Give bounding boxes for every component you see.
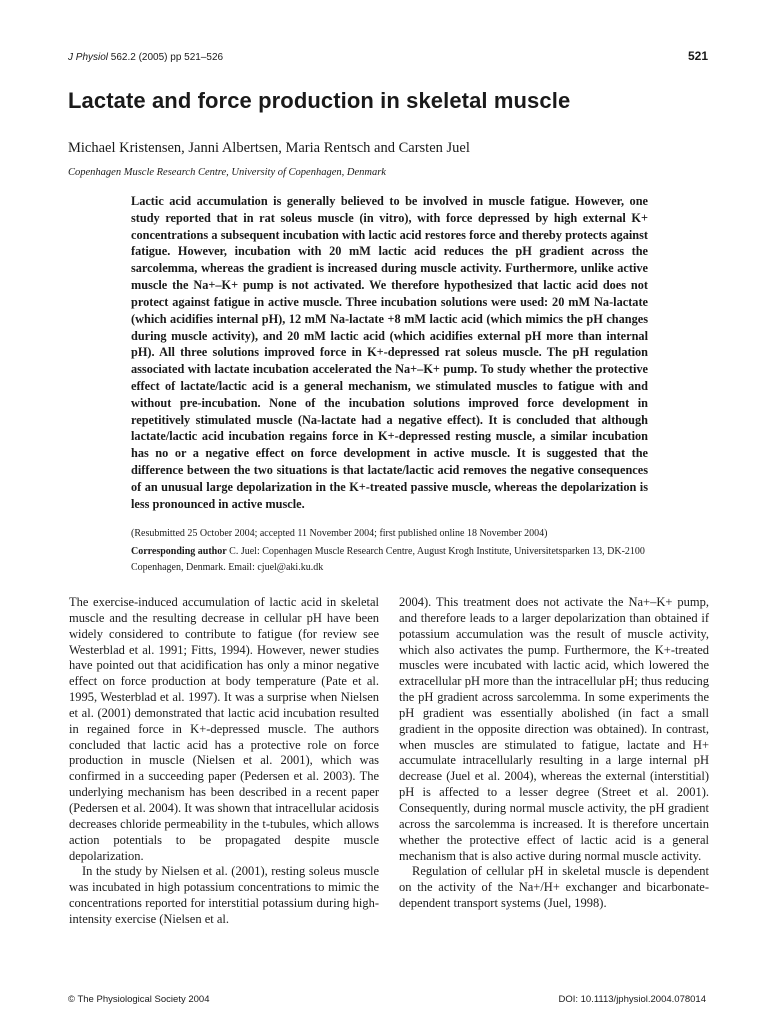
submission-history: (Resubmitted 25 October 2004; accepted 11 November 2004; first published online 18 November 2004)	[131, 528, 548, 539]
author-list: Michael Kristensen, Janni Albertsen, Maria Rentsch and Carsten Juel	[68, 140, 470, 156]
footer-copyright: © The Physiological Society 2004	[68, 994, 210, 1005]
body-paragraph: In the study by Nielsen et al. (2001), resting soleus muscle was incubated in high potassium concentrations to mimic the concentrations reported for interstitial potassium during high-intensity exercise (Nielsen et al.	[69, 864, 379, 926]
correspondence-label: Corresponding author	[131, 546, 227, 557]
footer-doi: DOI: 10.1113/jphysiol.2004.078014	[558, 994, 706, 1005]
journal-name: J Physiol	[68, 52, 109, 63]
running-head	[68, 52, 223, 63]
correspondence	[131, 544, 651, 575]
body-column-left	[69, 595, 379, 928]
affiliation: Copenhagen Muscle Research Centre, University of Copenhagen, Denmark	[68, 167, 386, 178]
body-paragraph: Regulation of cellular pH in skeletal muscle is dependent on the activity of the Na+/H+ exchanger and bicarbonate-dependent transport systems (Juel, 1998).	[399, 864, 709, 911]
page-number: 521	[687, 49, 708, 63]
abstract	[131, 193, 648, 512]
correspondence-text: C. Juel: Copenhagen Muscle Research Centre, August Krogh Institute, Universitetsparken 13, DK-2100 Copenhagen, Denmark. Email: cjuel@aki.ku.dk	[131, 546, 645, 573]
article-title: Lactate and force production in skeletal muscle	[68, 88, 571, 113]
abstract-text: Lactic acid accumulation is generally believed to be involved in muscle fatigue. However, one study reported that in rat soleus muscle (in vitro), with force depressed by high external K+ concentrations a subsequent incubation with lactic acid restores force and thereby protects against fatigue. However, incubation with 20 mM lactic acid reduces the pH gradient across the sarcolemma, whereas the gradient is increased during muscle activity. Furthermore, unlike active muscle the Na+–K+ pump is not activated. We therefore hypothesized that lactic acid does not protect against fatigue in active muscle. Three incubation solutions were used: 20 mM Na-lactate (which acidifies internal pH), 12 mM Na-lactate +8 mM lactic acid (which mimics the pH changes during muscle activity), and 20 mM lactic acid (which acidifies external pH more than internal pH). All three solutions improved force in K+-depressed rat soleus muscle. The pH regulation associated with lactate incubation accelerated the Na+–K+ pump. To study whether the protective effect of lactate/lactic acid is a general mechanism, we stimulated muscles to fatigue with and without pre-incubation. None of the incubation solutions improved force development in repetitively stimulated muscle (Na-lactate had a negative effect). It is concluded that although lactate/lactic acid incubation regains force in K+-depressed resting muscle, a similar incubation has no or a negative effect on force development in active muscle. It is suggested that the difference between the two situations is that lactate/lactic acid removes the negative consequences of an unusual large depolarization in the K+-treated passive muscle, whereas the depolarization is less pronounced in active muscle.	[131, 194, 648, 511]
body-column-right	[399, 595, 709, 912]
body-paragraph: The exercise-induced accumulation of lactic acid in skeletal muscle and the resulting decrease in cellular pH have been widely considered to contribute to fatigue (for review see Westerblad et al. 1991; Fitts, 1994). However, newer studies have pointed out that acidification has only a minor negative effect on force production at body temperature (Pate et al. 1995, Westerblad et al. 1997). It was a surprise when Nielsen et al. (2001) demonstrated that lactic acid incubation resulted in regained force in K+-depressed muscle. The authors concluded that lactic acid has a protective role on force production in muscle (Nielsen et al. 2001), which was confirmed in a succeeding paper (Pedersen et al. 2003). The underlying mechanism has been described in a recent paper (Pedersen et al. 2004). It was shown that intracellular acidosis decreases chloride permeability in the t-tubules, which allows action potentials to be propagated despite muscle depolarization.	[69, 595, 379, 863]
citation: 562.2 (2005) pp 521–526	[108, 52, 224, 63]
body-paragraph: 2004). This treatment does not activate the Na+–K+ pump, and therefore leads to a larger depolarization than obtained if potassium accumulation was the result of muscle activity, which also activates the pump. Furthermore, the K+-treated muscles were incubated with lactic acid, which lowered the extracellular pH more than the intracellular pH; thus reducing the pH gradient across sarcolemma. In some experiments the pH gradient was essentially abolished (in fact a small gradient in the opposite direction was obtained). In contrast, when muscles are stimulated to fatigue, lactate and H+ accumulate intracellularly resulting in a large internal pH decrease (Juel et al. 2004), whereas the external (interstitial) pH is affected to a lesser degree (Street et al. 2001). Consequently, during normal muscle activity, the pH gradient across the sarcolemma is increased. It is therefore uncertain whether the protective effect of lactic acid is a general mechanism that is also active during normal muscle activity.	[399, 595, 709, 863]
